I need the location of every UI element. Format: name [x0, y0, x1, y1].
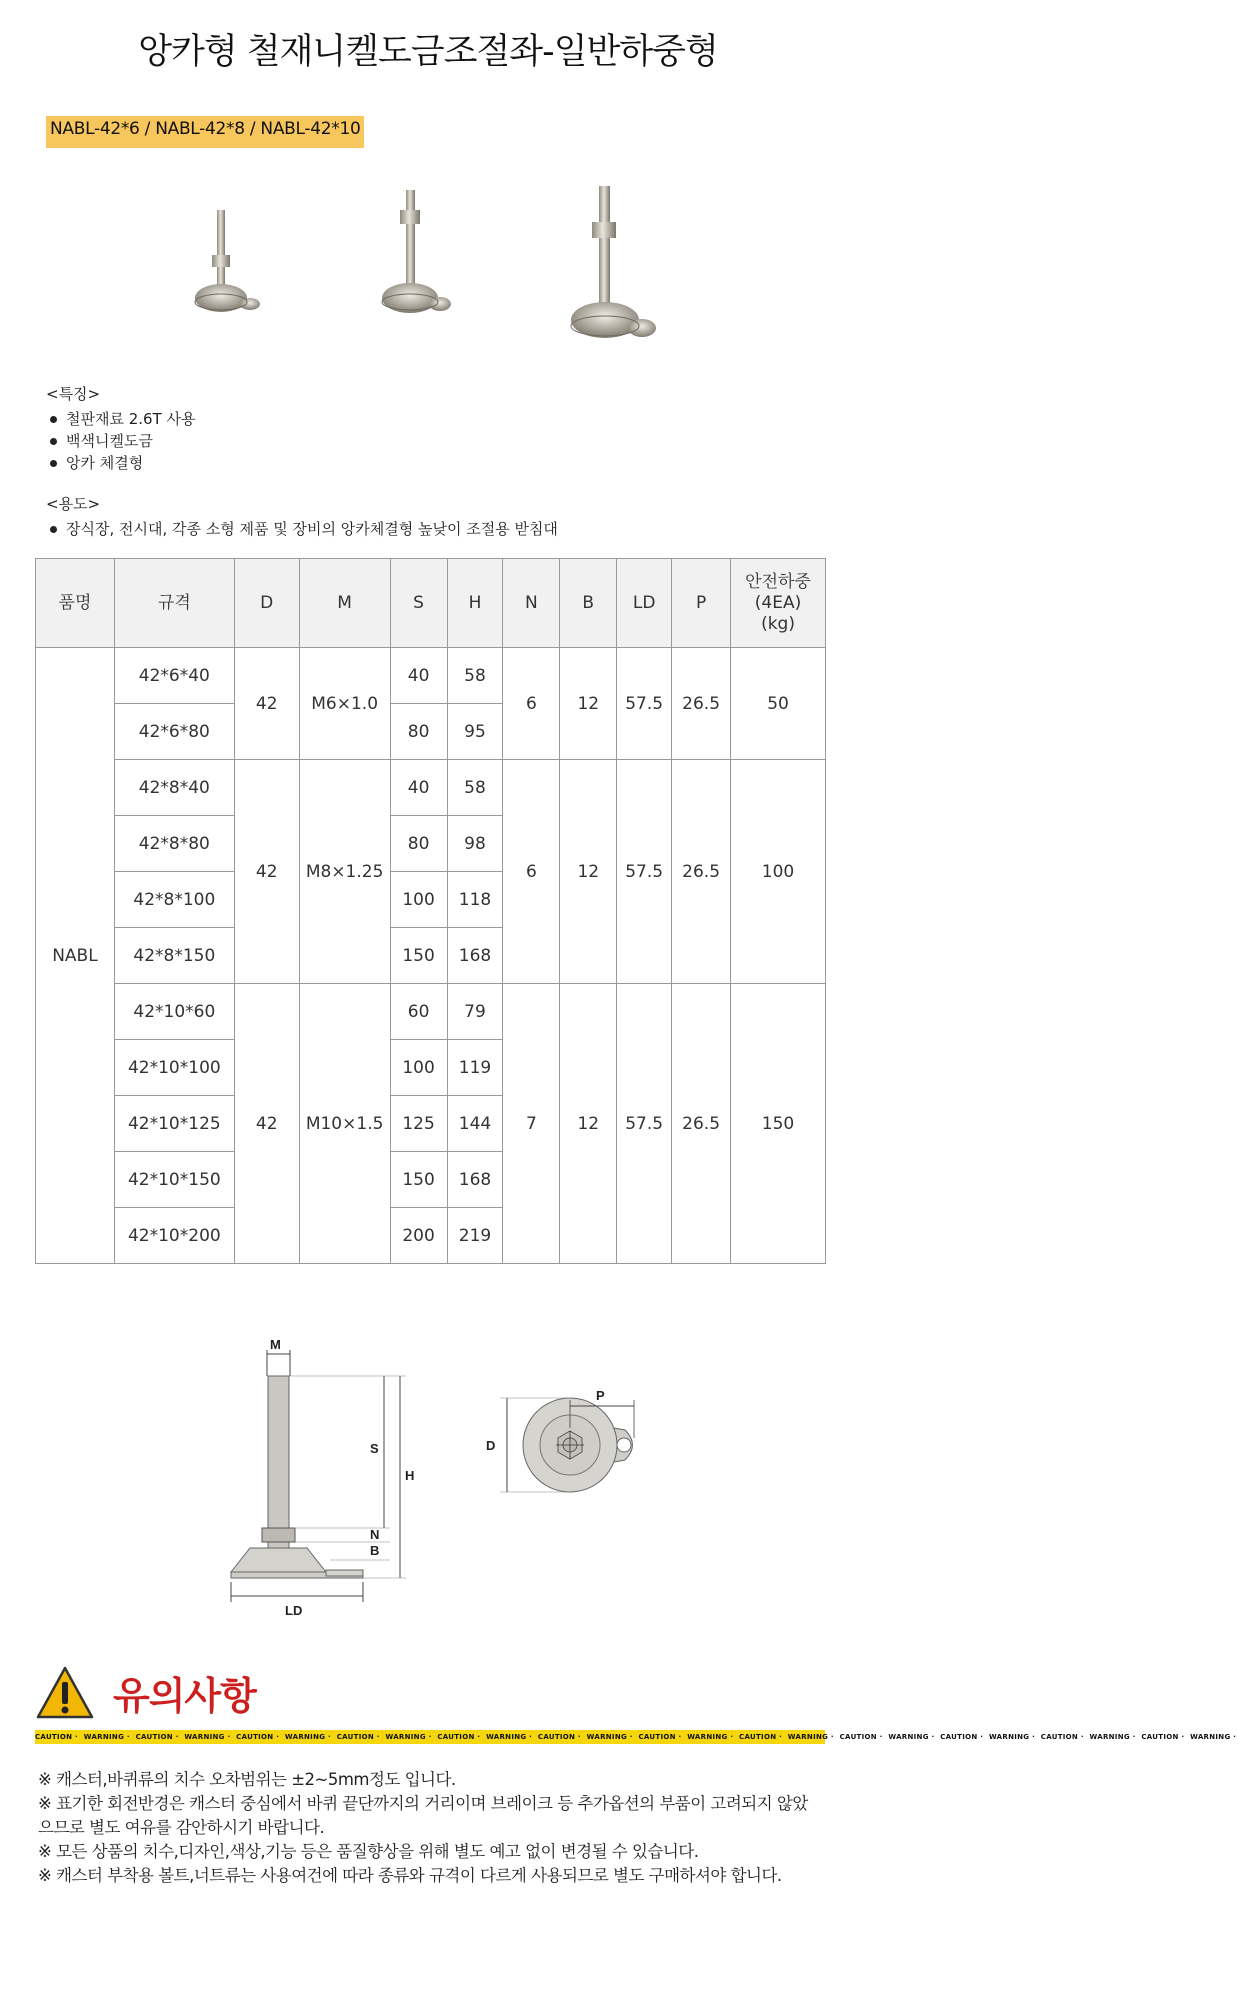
tape-word: WARNING ·: [687, 1733, 737, 1741]
caution-header: [35, 1665, 835, 1721]
tape-word: WARNING ·: [1190, 1733, 1237, 1741]
n-cell: 6: [503, 760, 560, 984]
label-h: H: [405, 1468, 415, 1483]
tape-word: CAUTION ·: [940, 1733, 986, 1741]
tape-word: CAUTION ·: [336, 1733, 383, 1741]
s-cell: 200: [390, 1208, 447, 1264]
note-line: ※ 캐스터 부착용 볼트,너트류는 사용여건에 따라 종류와 규격이 다르게 사용되므로 별도 구매하셔야 합니다.: [38, 1866, 782, 1885]
tape-word: CAUTION ·: [236, 1733, 282, 1741]
h-cell: 58: [447, 760, 503, 816]
usage-heading: <용도>: [46, 495, 101, 513]
label-p: P: [596, 1388, 605, 1403]
header-cell: S: [390, 559, 447, 648]
spec-cell: 42*8*150: [114, 928, 234, 984]
table-row: [36, 760, 826, 816]
ld-cell: 57.5: [617, 648, 672, 760]
b-cell: 12: [560, 760, 617, 984]
table-row: [36, 984, 826, 1040]
tape-word: WARNING ·: [486, 1733, 535, 1741]
s-cell: 40: [390, 648, 447, 704]
tape-word: CAUTION ·: [1141, 1733, 1188, 1741]
spec-cell: 42*10*125: [114, 1096, 234, 1152]
note-line: ※ 모든 상품의 치수,디자인,색상,기능 등은 품질향상을 위해 별도 예고 없이 변경될 수 있습니다.: [38, 1842, 699, 1861]
d-cell: 42: [234, 648, 299, 760]
label-n: N: [370, 1527, 380, 1542]
spec-cell: 42*6*40: [114, 648, 234, 704]
p-cell: 26.5: [672, 760, 731, 984]
header-cell: D: [234, 559, 299, 648]
h-cell: 168: [447, 928, 503, 984]
feature-item: 백색니켈도금: [46, 430, 196, 452]
tape-word: CAUTION ·: [437, 1733, 484, 1741]
h-cell: 95: [447, 704, 503, 760]
s-cell: 125: [390, 1096, 447, 1152]
page-title: 앙카형 철재니켈도금조절좌-일반하중형: [138, 32, 718, 72]
tape-word: WARNING ·: [1089, 1733, 1139, 1741]
h-cell: 118: [447, 872, 503, 928]
spec-cell: 42*8*40: [114, 760, 234, 816]
h-cell: 168: [447, 1152, 503, 1208]
b-cell: 12: [560, 984, 617, 1264]
h-cell: 98: [447, 816, 503, 872]
ld-cell: 57.5: [617, 760, 672, 984]
tape-word: WARNING ·: [988, 1733, 1038, 1741]
n-cell: 7: [503, 984, 560, 1264]
spec-cell: 42*10*60: [114, 984, 234, 1040]
spec-cell: 42*10*200: [114, 1208, 234, 1264]
tape-word: CAUTION ·: [1040, 1733, 1087, 1741]
b-cell: 12: [560, 648, 617, 760]
tape-word: CAUTION ·: [638, 1733, 685, 1741]
product-photos: [0, 180, 856, 360]
load-cell: 50: [731, 648, 826, 760]
header-cell: LD: [617, 559, 672, 648]
tape-word: CAUTION ·: [739, 1733, 785, 1741]
warning-icon: [35, 1665, 95, 1721]
header-cell: B: [560, 559, 617, 648]
h-cell: 219: [447, 1208, 503, 1264]
ld-cell: 57.5: [617, 984, 672, 1264]
header-cell: N: [503, 559, 560, 648]
dimension-diagrams: [0, 1320, 856, 1620]
h-cell: 58: [447, 648, 503, 704]
s-cell: 60: [390, 984, 447, 1040]
tape-word: CAUTION ·: [35, 1733, 81, 1741]
spec-cell: 42*8*100: [114, 872, 234, 928]
tape-word: CAUTION ·: [839, 1733, 886, 1741]
h-cell: 119: [447, 1040, 503, 1096]
leveler-photo-10: [571, 186, 656, 338]
tape-word: WARNING ·: [586, 1733, 636, 1741]
load-cell: 150: [731, 984, 826, 1264]
header-cell-load: 안전하중 (4EA) (kg): [731, 559, 826, 648]
model-tag: NABL-42*6 / NABL-42*8 / NABL-42*10: [46, 116, 364, 148]
tape-word: WARNING ·: [888, 1733, 938, 1741]
tape-word: WARNING ·: [787, 1733, 837, 1741]
s-cell: 100: [390, 1040, 447, 1096]
leveler-photo-8: [382, 190, 451, 313]
m-cell: M6×1.0: [299, 648, 390, 760]
caution-notes: [38, 1768, 818, 1888]
features-section: [46, 383, 196, 474]
tape-word: CAUTION ·: [537, 1733, 584, 1741]
spec-table: [35, 558, 826, 1264]
spec-cell: 42*6*80: [114, 704, 234, 760]
table-row: [36, 648, 826, 704]
p-cell: 26.5: [672, 648, 731, 760]
usage-section: [46, 493, 558, 540]
header-cell: P: [672, 559, 731, 648]
header-cell: M: [299, 559, 390, 648]
header-cell: 규격: [114, 559, 234, 648]
tape-word: CAUTION ·: [135, 1733, 182, 1741]
leveler-photo-6: [195, 210, 260, 312]
tape-word: WARNING ·: [83, 1733, 133, 1741]
header-cell: H: [447, 559, 503, 648]
table-header-row: [36, 559, 826, 648]
label-m: M: [270, 1337, 281, 1352]
label-s: S: [370, 1441, 379, 1456]
tape-word: WARNING ·: [184, 1733, 234, 1741]
m-cell: M10×1.5: [299, 984, 390, 1264]
caution-title: 유의사항: [113, 1674, 256, 1718]
features-heading: <특징>: [46, 385, 101, 403]
usage-item: 장식장, 전시대, 각종 소형 제품 및 장비의 앙카체결형 높낮이 조절용 받침대: [46, 518, 558, 540]
spec-cell: 42*8*80: [114, 816, 234, 872]
side-view-diagram: [231, 1337, 414, 1618]
m-cell: M8×1.25: [299, 760, 390, 984]
feature-item: 앙카 체결형: [46, 452, 196, 474]
s-cell: 150: [390, 928, 447, 984]
s-cell: 40: [390, 760, 447, 816]
note-line: ※ 표기한 회전반경은 캐스터 중심에서 바퀴 끝단까지의 거리이며 브레이크 등 추가옵션의 부품이 고려되지 않았으므로 별도 여유를 감안하시기 바랍니다.: [38, 1794, 808, 1837]
top-view-diagram: [486, 1388, 634, 1492]
p-cell: 26.5: [672, 984, 731, 1264]
spec-cell: 42*10*150: [114, 1152, 234, 1208]
caution-tape: [35, 1730, 1237, 1744]
load-cell: 100: [731, 760, 826, 984]
s-cell: 150: [390, 1152, 447, 1208]
n-cell: 6: [503, 648, 560, 760]
s-cell: 80: [390, 704, 447, 760]
d-cell: 42: [234, 984, 299, 1264]
product-name-cell: NABL: [36, 648, 115, 1264]
note-line: ※ 캐스터,바퀴류의 치수 오차범위는 ±2~5mm정도 입니다.: [38, 1770, 456, 1789]
s-cell: 100: [390, 872, 447, 928]
spec-cell: 42*10*100: [114, 1040, 234, 1096]
d-cell: 42: [234, 760, 299, 984]
label-d: D: [486, 1438, 496, 1453]
feature-item: 철판재료 2.6T 사용: [46, 408, 196, 430]
tape-word: WARNING ·: [385, 1733, 435, 1741]
s-cell: 80: [390, 816, 447, 872]
h-cell: 79: [447, 984, 503, 1040]
header-cell: 품명: [36, 559, 115, 648]
tape-word: WARNING ·: [284, 1733, 334, 1741]
label-b: B: [370, 1543, 380, 1558]
label-ld: LD: [285, 1603, 303, 1618]
h-cell: 144: [447, 1096, 503, 1152]
